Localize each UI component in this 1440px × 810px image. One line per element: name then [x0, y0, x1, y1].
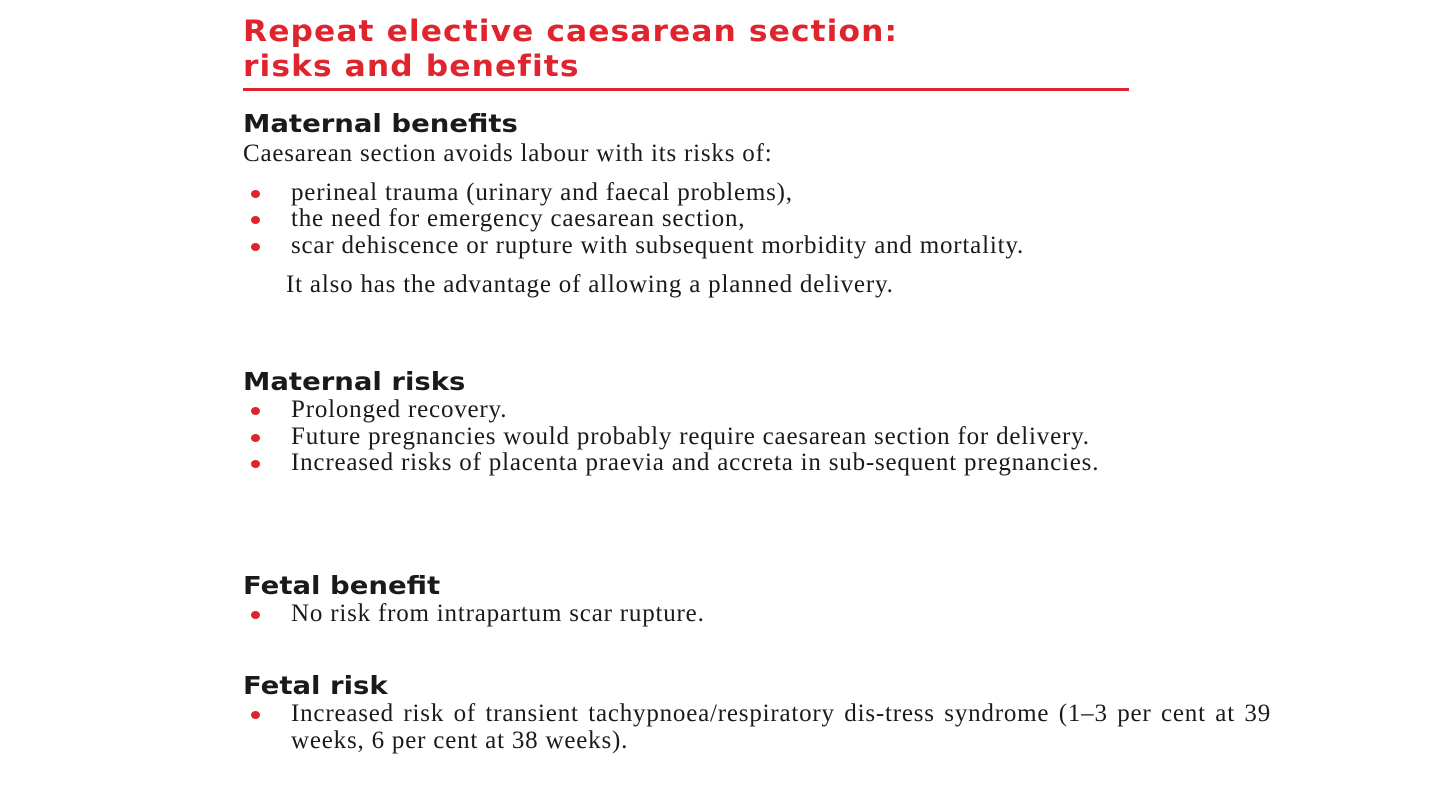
list-item: [243, 397, 1271, 424]
list-item-text: scar dehiscence or rupture with subsequent morbidity and mortality.: [291, 231, 1025, 259]
bullet-icon: [251, 611, 260, 619]
list-item: [243, 601, 1271, 628]
section-fetal-benefit: [243, 571, 1271, 628]
bullet-list: [243, 601, 1271, 628]
list-item-text: Increased risks of placenta praevia and accreta in sub-sequent pregnancies.: [291, 449, 1100, 476]
bullet-icon: [251, 243, 260, 251]
bullet-list: [243, 180, 1271, 260]
bullet-icon: [251, 407, 260, 415]
list-item-text: Future pregnancies would probably require caesarean section for delivery.: [291, 422, 1090, 450]
section-fetal-risk: [243, 671, 1271, 754]
title-line-1: Repeat elective caesarean section:: [243, 14, 899, 48]
list-item-text: Increased risk of transient tachypnoea/respiratory dis-tress syndrome (1–3 per cent at 39 weeks, 6 per cent at 38 weeks).: [291, 700, 1271, 754]
title-underline: [243, 88, 1129, 91]
list-item: [243, 701, 1271, 754]
list-item-text: perineal trauma (urinary and faecal problems),: [291, 178, 793, 206]
section-heading: Fetal risk: [243, 671, 388, 700]
section-heading: Maternal risks: [243, 367, 466, 396]
bullet-icon: [251, 711, 260, 719]
list-item-text: No risk from intrapartum scar rupture.: [291, 600, 705, 627]
list-item: [243, 180, 1271, 207]
list-item-text: the need for emergency caesarean section,: [291, 205, 746, 232]
list-item-text: Prolonged recovery.: [291, 396, 508, 423]
list-item: [243, 424, 1271, 451]
bullet-icon: [251, 190, 260, 198]
list-item: [243, 450, 1271, 477]
section-intro: Caesarean section avoids labour with its risks of:: [243, 140, 773, 167]
bullet-list: [243, 397, 1271, 477]
list-item: [243, 233, 1271, 260]
section-note: It also has the advantage of allowing a planned delivery.: [286, 271, 894, 298]
section-heading: Fetal benefit: [243, 571, 441, 600]
bullet-list: [243, 701, 1271, 754]
bullet-icon: [251, 460, 260, 468]
section-heading: Maternal benefits: [243, 109, 518, 138]
title-line-2: risks and benefits: [243, 49, 580, 83]
list-item: [243, 206, 1271, 233]
section-maternal-benefits: [243, 109, 1271, 299]
document-page: [243, 14, 1271, 754]
document-title: [243, 14, 1353, 84]
section-maternal-risks: [243, 367, 1271, 477]
bullet-icon: [251, 434, 260, 442]
bullet-icon: [251, 216, 260, 224]
